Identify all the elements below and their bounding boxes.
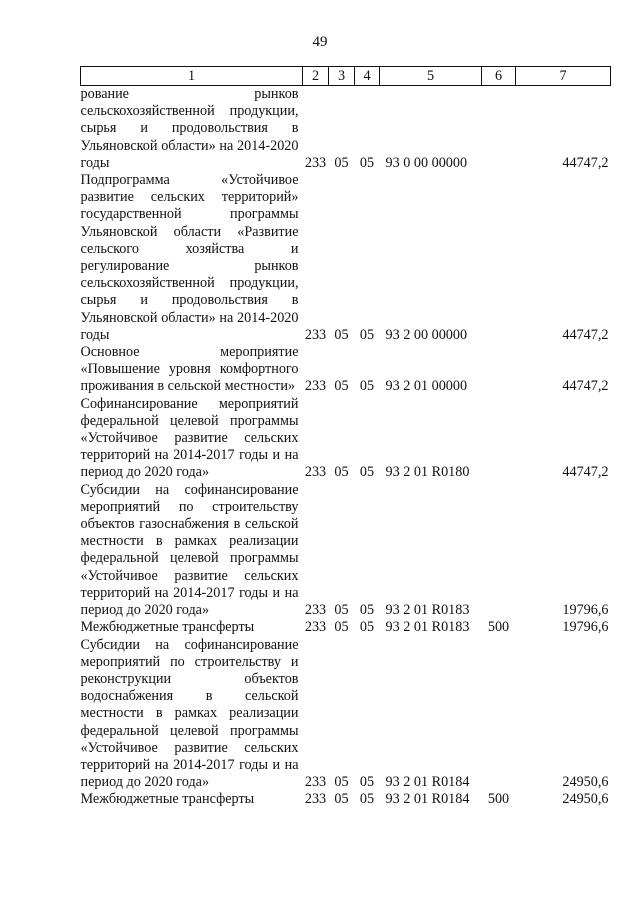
ministry-code: 233 — [304, 602, 327, 619]
ministry-code: 233 — [304, 791, 327, 808]
row-name: Межбюджетные трансферты — [80, 619, 255, 636]
subsection-code: 05 — [359, 464, 375, 481]
program-code: 93 0 00 00000 — [385, 154, 468, 171]
expense-type-code — [482, 172, 516, 344]
amount: 19796,6 — [562, 602, 609, 619]
expense-type-code — [482, 396, 516, 482]
row-name: Основное мероприятие «Повышение уровня комфортного проживания в сельской местности» — [80, 344, 299, 395]
table-row — [81, 619, 611, 636]
subsection-code: 05 — [359, 154, 375, 171]
section-code: 05 — [334, 602, 349, 619]
section-code: 05 — [334, 326, 349, 343]
column-header: 5 — [380, 67, 482, 86]
program-code: 93 2 01 R0183 — [385, 602, 470, 619]
ministry-code: 233 — [304, 378, 327, 395]
section-code: 05 — [334, 619, 349, 636]
ministry-code: 233 — [304, 464, 327, 481]
program-code: 93 2 01 R0184 — [385, 774, 470, 791]
column-header: 1 — [81, 67, 303, 86]
expense-type-code: 500 — [487, 619, 510, 636]
section-code: 05 — [334, 154, 349, 171]
row-name: Межбюджетные трансферты — [80, 791, 255, 808]
amount: 44747,2 — [562, 326, 609, 343]
column-header: 3 — [329, 67, 355, 86]
subsection-code: 05 — [359, 602, 375, 619]
amount: 24950,6 — [562, 774, 609, 791]
program-code: 93 2 01 R0180 — [385, 464, 470, 481]
expense-type-code: 500 — [487, 791, 510, 808]
row-name: Субсидии на софинансирование мероприятий по строительству объектов газоснабжения в сельской местности в рамках реализации федеральной целевой программы «Устойчивое развитие сельских территорий на 2014-2017 годы и на период до 2020 года» — [80, 481, 299, 619]
section-code: 05 — [334, 791, 349, 808]
amount: 44747,2 — [562, 378, 609, 395]
table-row — [81, 86, 611, 173]
amount: 44747,2 — [562, 464, 609, 481]
row-name: Софинансирование мероприятий федеральной целевой программы «Устойчивое развитие сельских территорий на 2014-2017 годы и на период до 2020 года» — [80, 395, 299, 481]
program-code: 93 2 01 00000 — [385, 378, 468, 395]
subsection-code: 05 — [359, 326, 375, 343]
column-header: 7 — [516, 67, 611, 86]
table-row — [81, 396, 611, 482]
budget-table — [80, 66, 611, 809]
subsection-code: 05 — [359, 791, 375, 808]
amount: 24950,6 — [562, 791, 609, 808]
row-name: рование рынков сельскохозяйственной продукции, сырья и продовольствия в Ульяновской области» на 2014-2020 годы — [80, 86, 299, 171]
program-code: 93 2 01 R0184 — [385, 791, 470, 808]
table-row — [81, 637, 611, 792]
table-header-row — [81, 67, 611, 86]
subsection-code: 05 — [359, 619, 375, 636]
row-name: Субсидии на софинансирование мероприятий по строительству и реконструкции объектов водоснабжения в сельской местности в рамках реализации федеральной целевой программы «Устойчивое развитие сельских территорий на 2014-2017 годы и на период до 2020 года» — [80, 636, 299, 791]
section-code: 05 — [334, 774, 349, 791]
column-header: 2 — [303, 67, 329, 86]
amount: 44747,2 — [562, 154, 609, 171]
expense-type-code — [482, 86, 516, 173]
ministry-code: 233 — [304, 154, 327, 171]
table-row — [81, 482, 611, 620]
program-code: 93 2 00 00000 — [385, 326, 468, 343]
page-number: 49 — [312, 34, 328, 50]
column-header: 6 — [482, 67, 516, 86]
program-code: 93 2 01 R0183 — [385, 619, 470, 636]
expense-type-code — [482, 482, 516, 620]
ministry-code: 233 — [304, 326, 327, 343]
subsection-code: 05 — [359, 774, 375, 791]
column-header: 4 — [355, 67, 380, 86]
ministry-code: 233 — [304, 619, 327, 636]
table-row — [81, 344, 611, 396]
ministry-code: 233 — [304, 774, 327, 791]
section-code: 05 — [334, 378, 349, 395]
expense-type-code — [482, 637, 516, 792]
expense-type-code — [482, 344, 516, 396]
table-row — [81, 791, 611, 808]
subsection-code: 05 — [359, 378, 375, 395]
section-code: 05 — [334, 464, 349, 481]
amount: 19796,6 — [562, 619, 609, 636]
table-row — [81, 172, 611, 344]
row-name: Подпрограмма «Устойчивое развитие сельских территорий» государственной программы Ульяновской области «Развитие сельского хозяйства и регулирование рынков сельскохозяйственной продукции, сырья и продовольствия в Ульяновской области» на 2014-2020 годы — [80, 172, 299, 343]
